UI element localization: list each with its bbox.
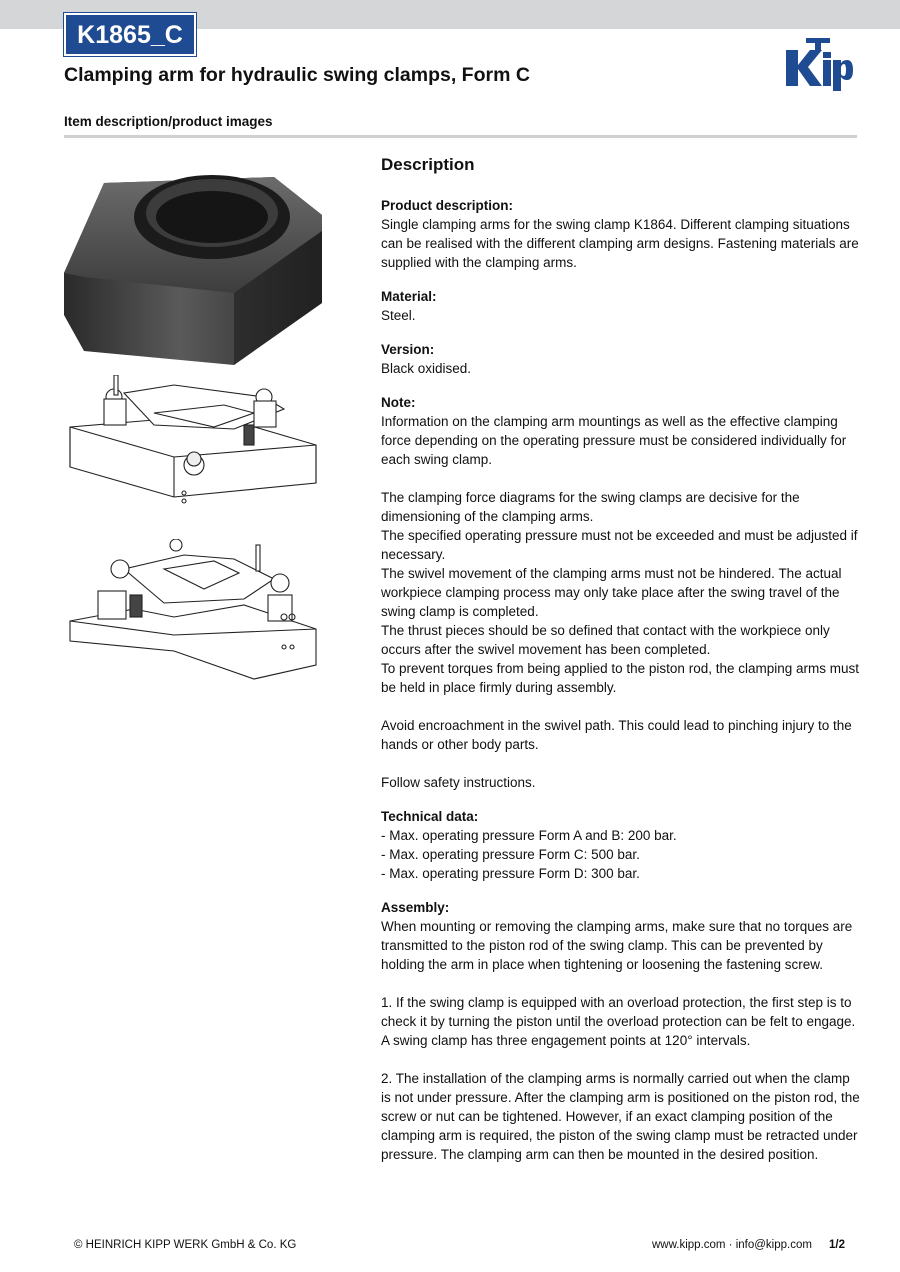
assembly-paragraph: 2. The installation of the clamping arms is normally carried out when the clamp is not under pressure. After the clamping arm is positioned on the piston rod, the screw or nut can be tightened. However, if an exact clamping position of the clamping arm is required, the piston of the swing clamp must be retracted under pressure. The clamping arm can then be mounted in the desired position.: [381, 1071, 860, 1162]
fixture-drawing-1-icon: [64, 375, 322, 535]
kipp-logo: [782, 38, 858, 97]
page-title: Clamping arm for hydraulic swing clamps, Form C: [64, 64, 530, 86]
product-description-label: Product description:: [381, 198, 514, 213]
note-label: Note:: [381, 395, 416, 410]
note-paragraph: Follow safety instructions.: [381, 775, 536, 790]
version-label: Version:: [381, 342, 435, 357]
note-line: The thrust pieces should be so defined that contact with the workpiece only occurs after the swivel movement has been completed.: [381, 623, 830, 657]
note-line: The clamping force diagrams for the swing clamps are decisive for the dimensioning of the clamping arms.: [381, 490, 800, 524]
material-label: Material:: [381, 289, 437, 304]
product-description-text: Single clamping arms for the swing clamp K1864. Different clamping situations can be realised with the different clamping arm designs. Fastening materials are supplied with the clamping arms.: [381, 217, 859, 270]
note-line: The swivel movement of the clamping arms must not be hindered. The actual workpiece clamping process may only take place after the swing travel of the swing clamp is completed.: [381, 566, 842, 619]
footer-contact: www.kipp.com · info@kipp.com: [652, 1239, 812, 1251]
assembly-block: [381, 898, 861, 1164]
assembly-label: Assembly:: [381, 900, 450, 915]
product-description-block: [381, 196, 861, 272]
technical-data-item: - Max. operating pressure Form A and B: 200 bar.: [381, 828, 677, 843]
note-block: [381, 393, 861, 792]
technical-data-item: - Max. operating pressure Form D: 300 bar.: [381, 866, 640, 881]
product-code-badge: K1865_C: [64, 13, 196, 56]
fixture-drawing-2-icon: [64, 539, 322, 689]
note-paragraph: Avoid encroachment in the swivel path. This could lead to pinching injury to the hands or other body parts.: [381, 718, 852, 752]
technical-data-label: Technical data:: [381, 809, 479, 824]
clamping-arm-photo-icon: [64, 155, 322, 371]
note-line: To prevent torques from being applied to the piston rod, the clamping arms must be held in place firmly during assembly.: [381, 661, 860, 695]
technical-data-block: [381, 807, 861, 883]
version-block: [381, 340, 861, 378]
note-line: The specified operating pressure must not be exceeded and must be adjusted if necessary.: [381, 528, 858, 562]
page-number: 1/2: [829, 1239, 845, 1251]
material-text: Steel.: [381, 308, 416, 323]
technical-data-item: - Max. operating pressure Form C: 500 bar.: [381, 847, 640, 862]
version-text: Black oxidised.: [381, 361, 472, 376]
section-divider: [64, 135, 857, 138]
assembly-paragraph: When mounting or removing the clamping arms, make sure that no torques are transmitted to the piston rod of the swing clamp. This can be prevented by holding the arm in place when tightening or loosening the fastening screw.: [381, 919, 853, 972]
note-paragraph: Information on the clamping arm mountings as well as the effective clamping force depending on the operating pressure must be considered individually for each swing clamp.: [381, 414, 847, 467]
description-column: [381, 154, 861, 1179]
product-images: [64, 155, 322, 689]
section-heading: Item description/product images: [64, 114, 273, 129]
footer-copyright: © HEINRICH KIPP WERK GmbH & Co. KG: [74, 1239, 297, 1251]
note-paragraph: [381, 488, 861, 697]
material-block: [381, 287, 861, 325]
description-heading: Description: [381, 155, 475, 174]
assembly-paragraph: 1. If the swing clamp is equipped with an overload protection, the first step is to check it by turning the piston until the overload protection can be felt to engage. A swing clamp has three engagement points at 120° intervals.: [381, 995, 856, 1048]
